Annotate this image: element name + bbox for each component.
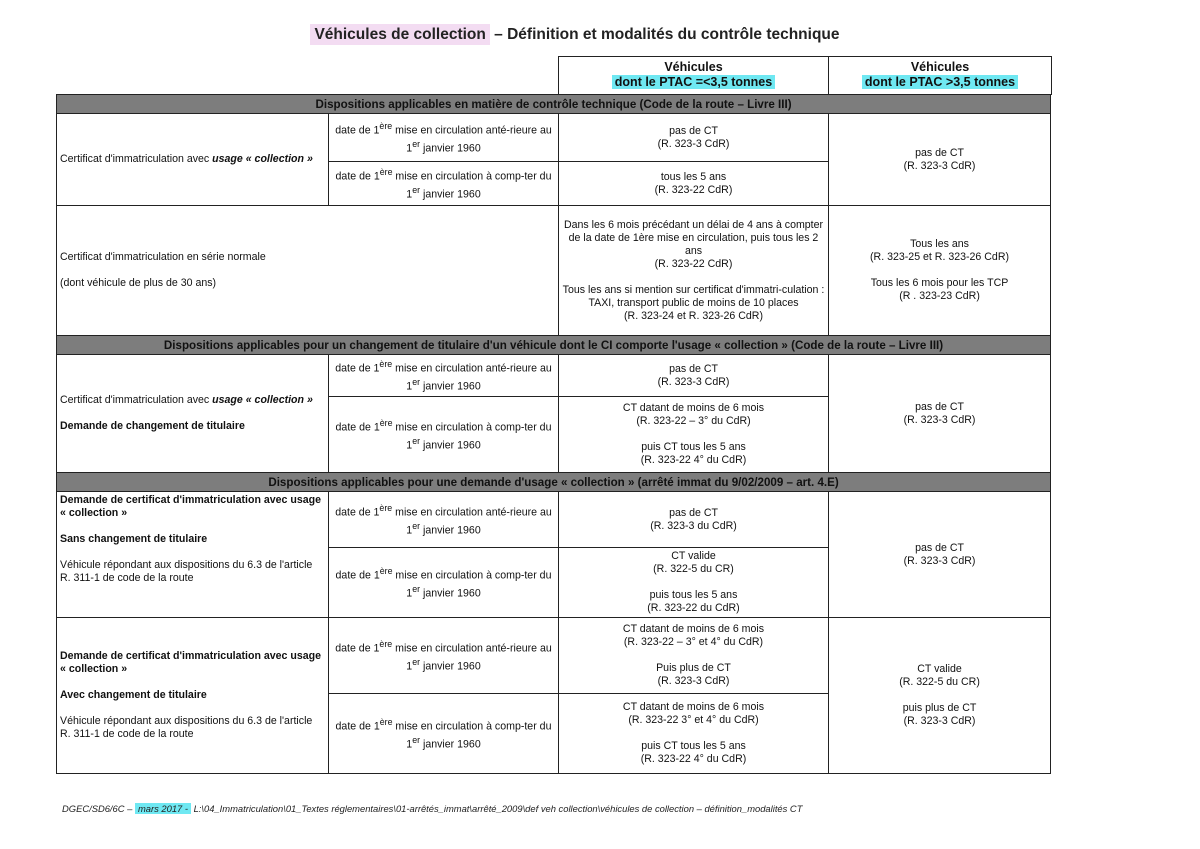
row-change-owner-label: Certificat d'immatriculation avec usage « collection » Demande de changement de titulaire <box>57 355 329 473</box>
ct-cell: CT datant de moins de 6 mois (R. 323-22 – 3° et 4° du CdR) Puis plus de CT (R. 323-3 CdR) <box>559 618 829 694</box>
footer-path: L:\04_Immatriculation\01_Textes réglementaires\01-arrêtés_immat\arrêté_2009\def veh collection\véhicules de collection – définition_modalités CT <box>190 803 803 814</box>
header-heavy-ptac: dont le PTAC >3,5 tonnes <box>862 75 1018 89</box>
section-header-3: Dispositions applicables pour une demande d'usage « collection » (arrêté immat du 9/02/2009 – art. 4.E) <box>57 473 1051 492</box>
date-before-1960: date de 1ère mise en circulation anté-rieure au 1er janvier 1960 <box>329 355 559 397</box>
ct-cell: CT datant de moins de 6 mois (R. 323-22 3° et 4° du CdR) puis CT tous les 5 ans (R. 323-22 4° du CdR) <box>559 694 829 774</box>
ct-cell: CT valide (R. 322-5 du CR) puis tous les 5 ans (R. 323-22 du CdR) <box>559 548 829 618</box>
date-after-1960: date de 1ère mise en circulation à comp-ter du 1er janvier 1960 <box>329 162 559 206</box>
ct-heavy-cell: CT valide (R. 322-5 du CR) puis plus de CT (R. 323-3 CdR) <box>829 618 1051 774</box>
section-header-2: Dispositions applicables pour un changement de titulaire d'un véhicule dont le CI comporte l'usage « collection » (Code de la route – Livre III) <box>57 336 1051 355</box>
title-main: Véhicules de collection <box>310 24 489 45</box>
ct-cell: tous les 5 ans (R. 323-22 CdR) <box>559 162 829 206</box>
ct-cell: Dans les 6 mois précédant un délai de 4 ans à compter de la date de 1ère mise en circulation, puis tous les 2 ans (R. 323-22 CdR) Tous les ans si mention sur certificat d'immatri-culation : TAXI, transport public de moins de 10 places (R. 323-24 et R. 323-26 CdR) <box>559 206 829 336</box>
ct-cell: pas de CT (R. 323-3 CdR) <box>559 355 829 397</box>
header-heavy-title: Véhicules <box>910 60 970 74</box>
row-normal-series-label: Certificat d'immatriculation en série normale (dont véhicule de plus de 30 ans) <box>57 206 559 336</box>
document-footer <box>62 803 802 814</box>
ct-cell: pas de CT (R. 323-3 CdR) <box>559 114 829 162</box>
ct-heavy-cell: Tous les ans (R. 323-25 et R. 323-26 CdR) Tous les 6 mois pour les TCP (R . 323-23 CdR) <box>829 206 1051 336</box>
title-sub: – Définition et modalités du contrôle technique <box>489 26 840 43</box>
header-light-ptac: dont le PTAC =<3,5 tonnes <box>612 75 775 89</box>
date-before-1960: date de 1ère mise en circulation anté-rieure au 1er janvier 1960 <box>329 492 559 548</box>
date-before-1960: date de 1ère mise en circulation anté-rieure au 1er janvier 1960 <box>329 114 559 162</box>
row-label-usage: usage « collection » <box>212 153 313 165</box>
row-request-with-change-label: Demande de certificat d'immatriculation avec usage « collection » Avec changement de titulaire Véhicule répondant aux dispositions du 6.3 de l'article R. 311-1 de code de la route <box>57 618 329 774</box>
column-headers <box>558 56 1052 95</box>
ct-heavy-cell: pas de CT (R. 323-3 CdR) <box>829 114 1051 206</box>
date-after-1960: date de 1ère mise en circulation à comp-ter du 1er janvier 1960 <box>329 548 559 618</box>
section-header-1: Dispositions applicables en matière de contrôle technique (Code de la route – Livre III) <box>57 95 1051 114</box>
row-collection-usage-label <box>57 114 329 206</box>
ct-heavy-cell: pas de CT (R. 323-3 CdR) <box>829 355 1051 473</box>
date-after-1960: date de 1ère mise en circulation à comp-ter du 1er janvier 1960 <box>329 694 559 774</box>
header-heavy-vehicles <box>829 57 1051 95</box>
ct-rules-table <box>56 94 1051 774</box>
ct-cell: CT datant de moins de 6 mois (R. 323-22 – 3° du CdR) puis CT tous les 5 ans (R. 323-22 4° du CdR) <box>559 397 829 473</box>
footer-date: mars 2017 - <box>135 803 191 814</box>
header-light-vehicles <box>559 57 829 95</box>
document-title <box>0 26 1150 44</box>
ct-cell: pas de CT (R. 323-3 du CdR) <box>559 492 829 548</box>
row-label-text: Certificat d'immatriculation avec <box>60 153 213 165</box>
row-request-no-change-label: Demande de certificat d'immatriculation avec usage « collection » Sans changement de titulaire Véhicule répondant aux dispositions du 6.3 de l'article R. 311-1 de code de la route <box>57 492 329 618</box>
date-before-1960: date de 1ère mise en circulation anté-rieure au 1er janvier 1960 <box>329 618 559 694</box>
ct-heavy-cell: pas de CT (R. 323-3 CdR) <box>829 492 1051 618</box>
date-after-1960: date de 1ère mise en circulation à comp-ter du 1er janvier 1960 <box>329 397 559 473</box>
header-light-title: Véhicules <box>664 60 723 74</box>
footer-prefix: DGEC/SD6/6C – <box>62 803 135 814</box>
